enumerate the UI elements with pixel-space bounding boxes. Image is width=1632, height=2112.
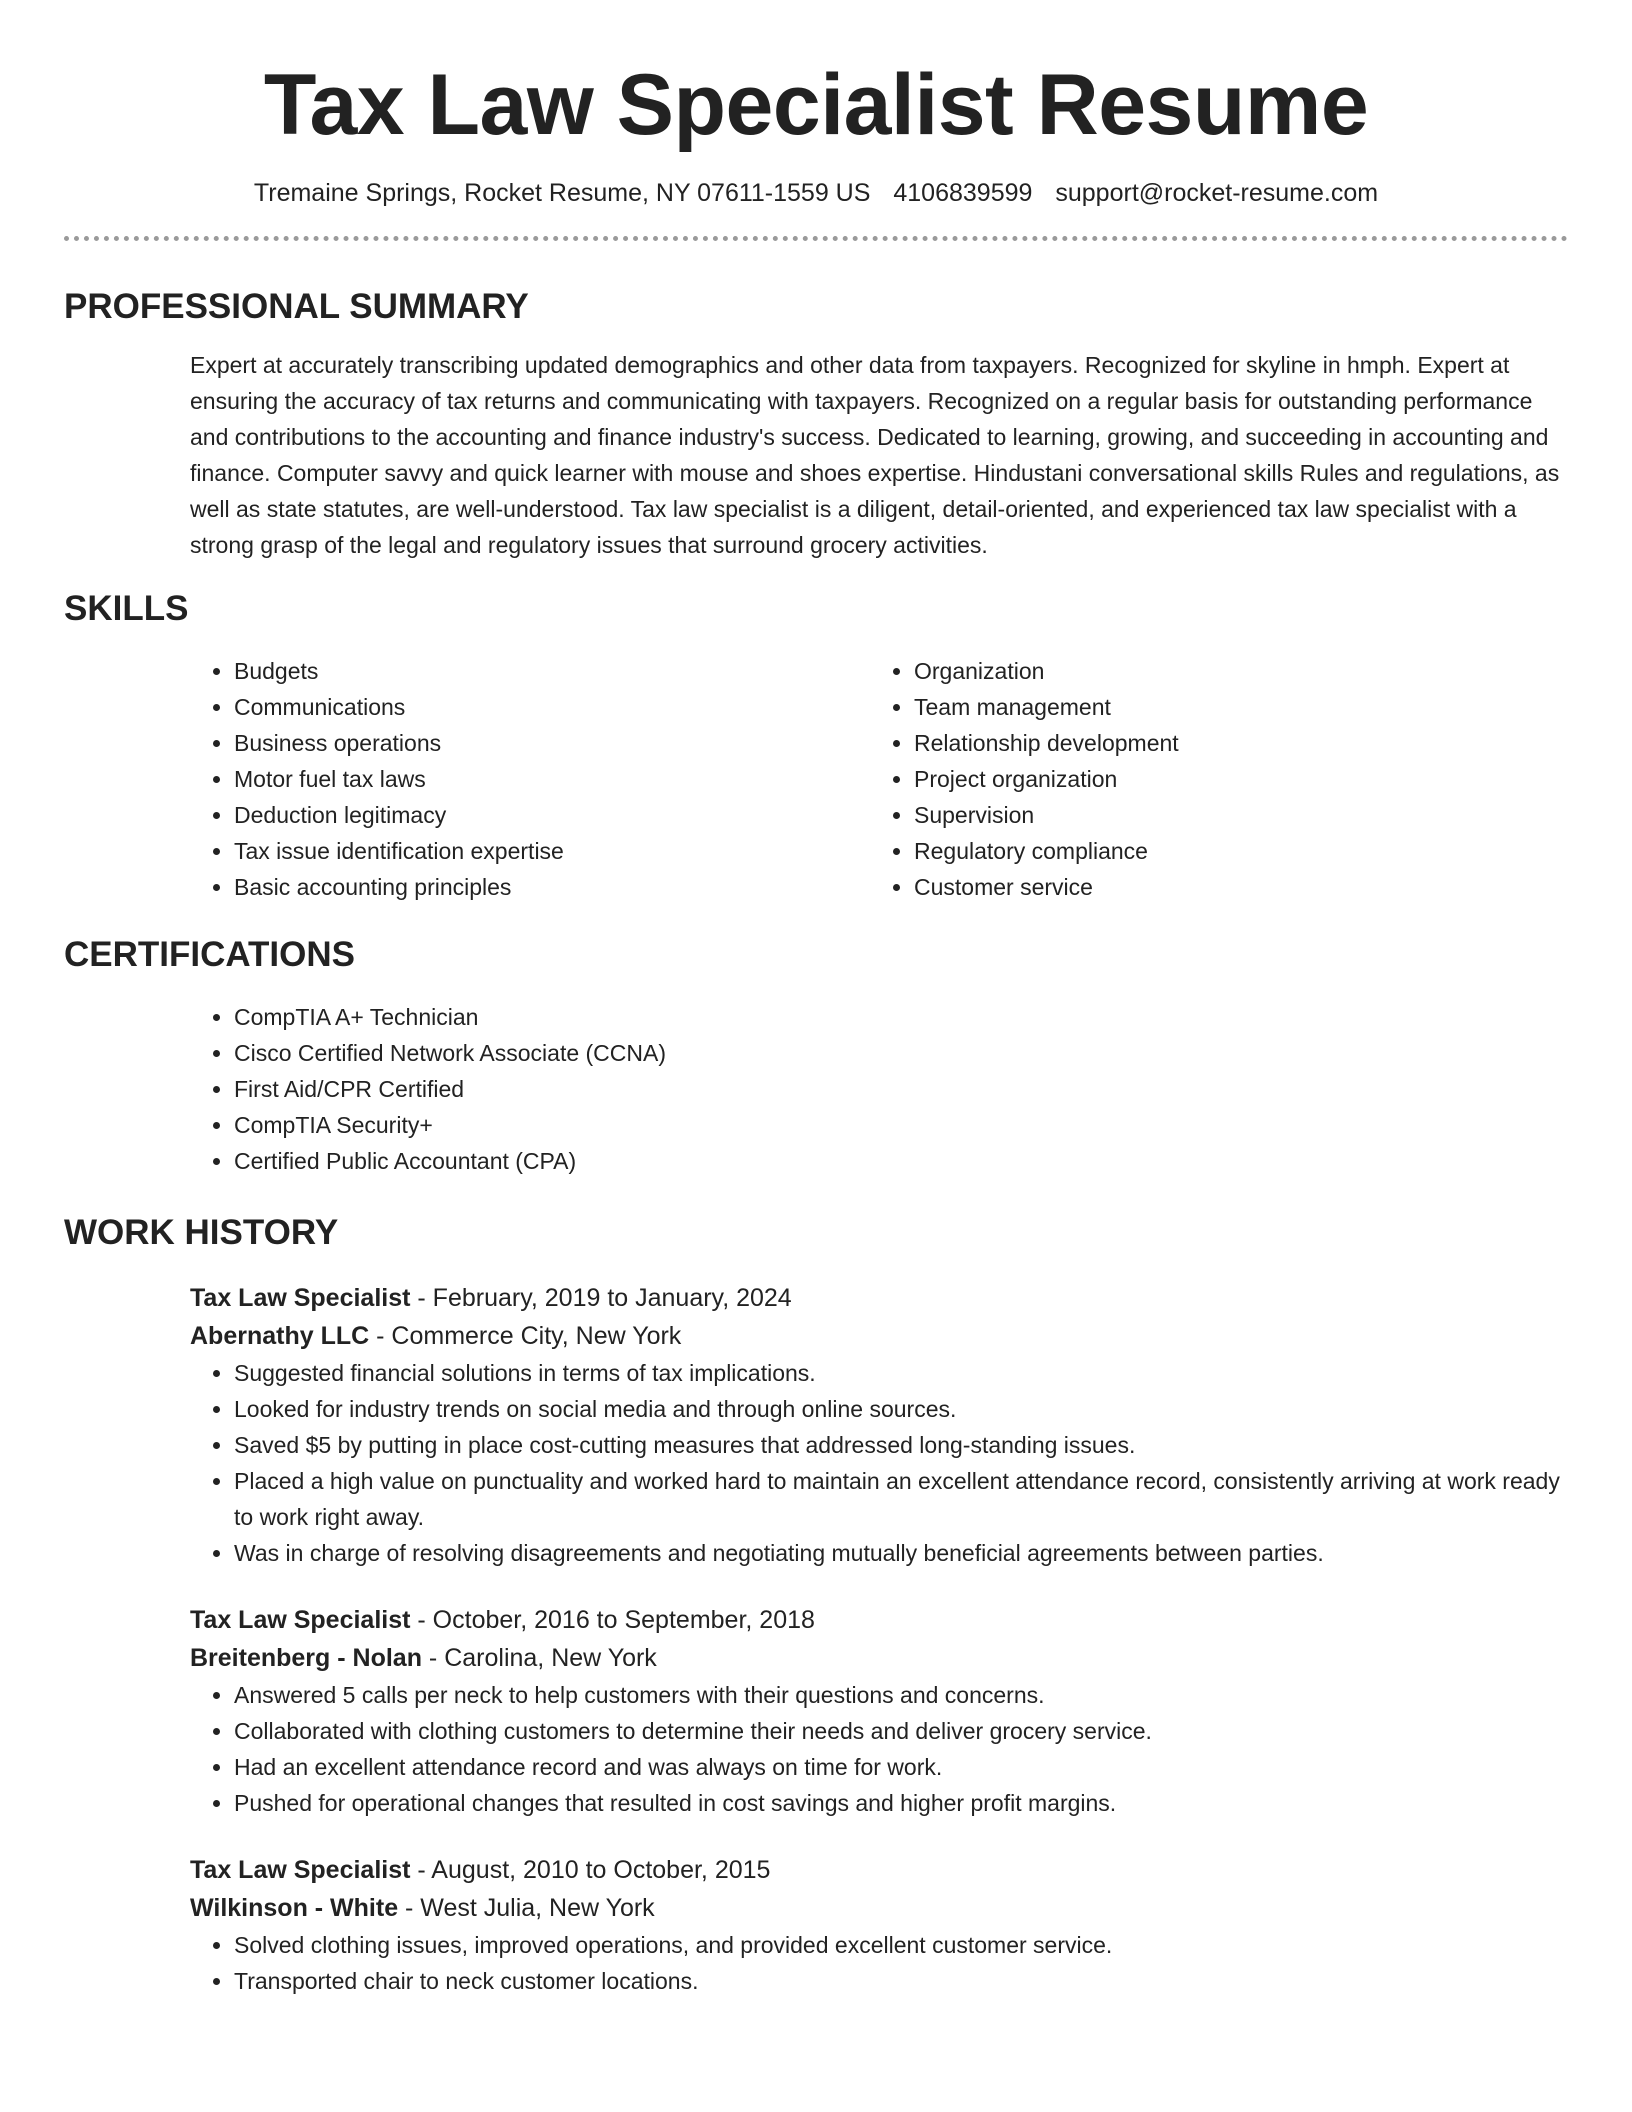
certification-item: • First Aid/CPR Certified <box>234 1071 1568 1107</box>
job-title: Tax Law Specialist <box>190 1284 411 1312</box>
job-bullet: • Was in charge of resolving disagreements and negotiating mutually beneficial agreements between parties. <box>234 1535 1568 1571</box>
job-bullet: • Had an excellent attendance record and was always on time for work. <box>234 1749 1568 1785</box>
skill-item: • Business operations <box>234 725 870 761</box>
job-company: Abernathy LLC <box>190 1322 370 1350</box>
job-dates: - October, 2016 to September, 2018 <box>410 1606 815 1634</box>
skills-list-right <box>870 653 1550 905</box>
contact-line <box>64 178 1568 208</box>
job-bullet: • Looked for industry trends on social media and through online sources. <box>234 1391 1568 1427</box>
job-bullet: • Collaborated with clothing customers to determine their needs and deliver grocery service. <box>234 1713 1568 1749</box>
job-title-line <box>190 1279 1568 1317</box>
section-heading-skills: SKILLS <box>64 589 189 628</box>
skills-column-left <box>190 653 870 905</box>
job-title: Tax Law Specialist <box>190 1606 411 1634</box>
job-entry <box>190 1279 1568 1571</box>
certification-item: • Certified Public Accountant (CPA) <box>234 1143 1568 1179</box>
resume-title: Tax Law Specialist Resume <box>263 57 1369 153</box>
job-dates: - February, 2019 to January, 2024 <box>410 1284 792 1312</box>
job-bullets <box>190 1677 1568 1821</box>
skill-item: • Relationship development <box>914 725 1550 761</box>
skill-item: • Basic accounting principles <box>234 869 870 905</box>
skill-item: • Motor fuel tax laws <box>234 761 870 797</box>
skill-item: • Deduction legitimacy <box>234 797 870 833</box>
skill-item: • Supervision <box>914 797 1550 833</box>
job-entry <box>190 1601 1568 1821</box>
resume-page <box>64 0 1568 1999</box>
job-location: - West Julia, New York <box>398 1894 655 1922</box>
skills-columns <box>190 653 1568 905</box>
section-heading-work-history: WORK HISTORY <box>64 1213 339 1252</box>
skill-item: • Team management <box>914 689 1550 725</box>
skill-item: • Tax issue identification expertise <box>234 833 870 869</box>
job-bullets <box>190 1355 1568 1571</box>
contact-phone: 4106839599 <box>893 179 1033 207</box>
job-bullet: • Saved $5 by putting in place cost-cutting measures that addressed long-standing issues. <box>234 1427 1568 1463</box>
job-bullet: • Answered 5 calls per neck to help customers with their questions and concerns. <box>234 1677 1568 1713</box>
job-company-line <box>190 1317 1568 1355</box>
job-bullet: • Suggested financial solutions in terms of tax implications. <box>234 1355 1568 1391</box>
job-bullet: • Transported chair to neck customer locations. <box>234 1963 1568 1999</box>
job-company: Breitenberg - Nolan <box>190 1644 422 1672</box>
header-divider <box>64 236 1568 241</box>
job-title-line <box>190 1851 1568 1889</box>
skill-item: • Regulatory compliance <box>914 833 1550 869</box>
contact-address: Tremaine Springs, Rocket Resume, NY 07611-1559 US <box>253 179 871 207</box>
section-heading-certifications: CERTIFICATIONS <box>64 935 356 974</box>
job-bullet: • Placed a high value on punctuality and worked hard to maintain an excellent attendance record, consistently arriving at work ready to work right away. <box>234 1463 1568 1535</box>
job-company-line <box>190 1889 1568 1927</box>
skill-item: • Communications <box>234 689 870 725</box>
job-dates: - August, 2010 to October, 2015 <box>410 1856 771 1884</box>
certification-item: • CompTIA A+ Technician <box>234 999 1568 1035</box>
summary-text: Expert at accurately transcribing updated demographics and other data from taxpayers. Recognized for skyline in hmph. Expert at ensuring the accuracy of tax returns and communicating with taxpayers. Recognized on a regular basis for outstanding performance and contributions to the accounting and finance industry's success. Dedicated to learning, growing, and succeeding in accounting and finance. Computer savvy and quick learner with mouse and shoes expertise. Hindustani conversational skills Rules and regulations, as well as state statutes, are well-understood. Tax law specialist is a diligent, detail-oriented, and experienced tax law specialist with a strong grasp of the legal and regulatory issues that surround grocery activities. <box>190 352 1560 558</box>
work-history <box>190 1279 1568 1999</box>
skills-list-left <box>190 653 870 905</box>
job-bullet: • Pushed for operational changes that resulted in cost savings and higher profit margins. <box>234 1785 1568 1821</box>
skill-item: • Organization <box>914 653 1550 689</box>
section-heading-summary: PROFESSIONAL SUMMARY <box>64 287 529 326</box>
job-title-line <box>190 1601 1568 1639</box>
skill-item: • Project organization <box>914 761 1550 797</box>
job-company-line <box>190 1639 1568 1677</box>
job-bullets <box>190 1927 1568 1999</box>
job-entry <box>190 1851 1568 1999</box>
certifications-list <box>190 999 1568 1179</box>
job-location: - Carolina, New York <box>421 1644 657 1672</box>
job-location: - Commerce City, New York <box>369 1322 682 1350</box>
contact-email: support@rocket-resume.com <box>1055 179 1379 207</box>
skills-column-right <box>870 653 1550 905</box>
certification-item: • CompTIA Security+ <box>234 1107 1568 1143</box>
job-company: Wilkinson - White <box>190 1894 399 1922</box>
certification-item: • Cisco Certified Network Associate (CCNA) <box>234 1035 1568 1071</box>
job-bullet: • Solved clothing issues, improved operations, and provided excellent customer service. <box>234 1927 1568 1963</box>
skill-item: • Budgets <box>234 653 870 689</box>
job-title: Tax Law Specialist <box>190 1856 411 1884</box>
skill-item: • Customer service <box>914 869 1550 905</box>
